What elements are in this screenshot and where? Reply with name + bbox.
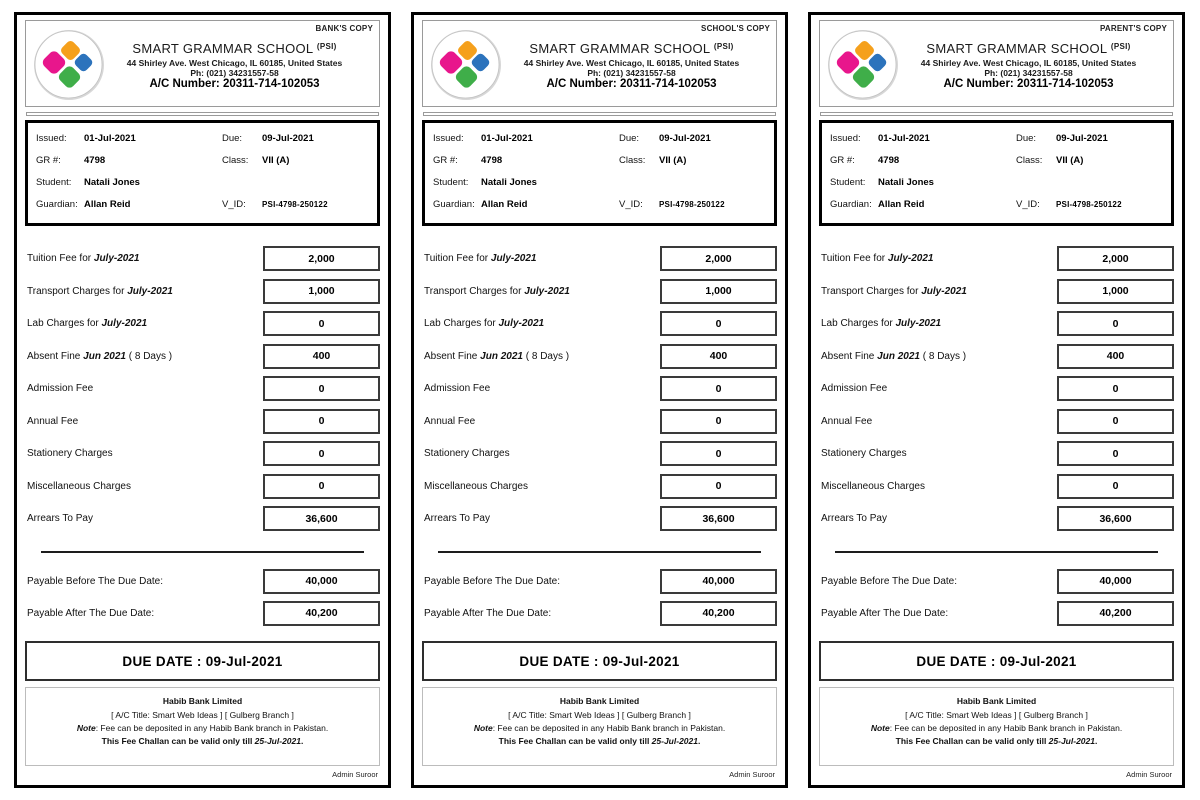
fee-amount-box: 0 — [1057, 409, 1174, 434]
totals-divider-line — [438, 551, 761, 553]
fee-amount-box: 0 — [660, 474, 777, 499]
fee-row-tuition — [25, 242, 380, 275]
fee-label — [821, 448, 907, 459]
fee-label — [424, 253, 536, 264]
fee-label-text: Transport Charges for — [424, 285, 525, 297]
guardian-name: Allan Reid — [878, 199, 925, 211]
fee-label — [424, 351, 569, 362]
fee-row-stationery — [819, 437, 1174, 470]
fee-label — [27, 383, 93, 394]
totals-divider-line — [835, 551, 1158, 553]
fee-row-miscellaneous — [422, 470, 777, 503]
payable-section — [422, 565, 777, 629]
fee-amount-box: 0 — [1057, 441, 1174, 466]
payable-after-row — [819, 597, 1174, 629]
payable-after-row — [25, 597, 380, 629]
admin-signature: Admin Suroor — [729, 770, 775, 780]
school-header-box — [25, 20, 380, 107]
payable-before-row — [25, 565, 380, 597]
due-date: 09-Jul-2021 — [659, 133, 711, 145]
fee-label-month: Jun 2021 — [83, 350, 126, 362]
fee-label-text: Miscellaneous Charges — [821, 480, 925, 492]
fee-amount-box: 36,600 — [263, 506, 380, 531]
fee-label — [27, 253, 139, 264]
fee-amount-box: 0 — [263, 409, 380, 434]
payable-before-amount-box: 40,000 — [1057, 569, 1174, 594]
fee-label-month: July-2021 — [524, 285, 570, 297]
bank-note-text: : Fee can be deposited in any Habib Bank branch in Pakistan. — [95, 722, 329, 733]
guardian-name: Allan Reid — [481, 199, 528, 211]
bank-info-box — [25, 687, 380, 766]
fee-label-suffix: ( 8 Days ) — [522, 350, 570, 362]
fee-label — [424, 448, 510, 459]
school-header-text — [106, 41, 373, 90]
school-name-suffix: (PSI) — [1110, 41, 1131, 51]
admin-signature: Admin Suroor — [1126, 770, 1172, 780]
class-value: VII (A) — [659, 155, 687, 167]
fee-label — [424, 318, 544, 329]
totals-divider-line — [41, 551, 364, 553]
fee-row-admission — [25, 372, 380, 405]
fee-label-text: Arrears To Pay — [821, 513, 887, 525]
fee-row-transport — [25, 275, 380, 308]
bank-name: Habib Bank Limited — [956, 696, 1037, 707]
fee-label-text: Admission Fee — [424, 383, 491, 395]
fee-label-text: Stationery Charges — [424, 448, 510, 460]
fee-row-miscellaneous — [25, 470, 380, 503]
fee-amount-box: 0 — [1057, 376, 1174, 401]
fee-label-month: July-2021 — [93, 253, 140, 265]
class-label: Class: — [619, 155, 646, 167]
student-label: Student: — [830, 177, 866, 189]
school-name — [503, 41, 760, 56]
school-logo — [826, 29, 900, 101]
fee-amount-box: 36,600 — [1057, 506, 1174, 531]
fee-label — [821, 351, 966, 362]
fee-row-lab — [422, 307, 777, 340]
challan-validity — [824, 735, 1169, 748]
school-logo-icon — [826, 29, 900, 101]
bank-note-label: Note — [76, 722, 96, 733]
bank-note-label: Note — [473, 722, 493, 733]
fee-label — [821, 513, 887, 524]
student-info-box — [25, 120, 380, 226]
guardian-label: Guardian: — [433, 199, 475, 211]
due-date-banner: DUE DATE : 09-Jul-2021 — [819, 641, 1174, 681]
fee-label-month: July-2021 — [490, 253, 537, 265]
header-content — [826, 29, 1167, 101]
school-name-text: SMART GRAMMAR SCHOOL — [132, 40, 313, 56]
fee-row-arrears — [25, 502, 380, 535]
fee-amount-box: 2,000 — [263, 246, 380, 271]
account-number: A/C Number: 20311-714-102053 — [943, 77, 1114, 90]
header-content — [32, 29, 373, 101]
fee-label-text: Annual Fee — [27, 415, 79, 427]
school-header-text — [503, 41, 770, 90]
fee-label — [821, 286, 967, 297]
fee-row-stationery — [422, 437, 777, 470]
fee-amount-box: 0 — [1057, 474, 1174, 499]
fee-row-lab — [819, 307, 1174, 340]
student-name: Natali Jones — [481, 177, 537, 189]
voucher-id: PSI-4798-250122 — [1056, 200, 1122, 210]
fee-row-lab — [25, 307, 380, 340]
student-info-grid — [830, 128, 1163, 216]
fee-amount-box: 0 — [263, 376, 380, 401]
fee-label — [27, 416, 78, 427]
school-logo-icon — [429, 29, 503, 101]
gr-number: 4798 — [481, 155, 503, 167]
fee-section — [25, 242, 380, 535]
school-name-text: SMART GRAMMAR SCHOOL — [926, 40, 1107, 56]
copy-label: BANK'S COPY — [315, 24, 373, 33]
fee-row-absent-fine — [819, 340, 1174, 373]
fee-label-text: Tuition Fee for — [424, 253, 491, 265]
header-divider-bar — [820, 112, 1173, 116]
fee-challan — [14, 12, 391, 788]
due-date: 09-Jul-2021 — [262, 133, 314, 145]
fee-label-text: Stationery Charges — [27, 448, 113, 460]
validity-date: 25-Jul-2021 — [651, 735, 698, 746]
bank-note-label: Note — [870, 722, 890, 733]
bank-name: Habib Bank Limited — [559, 696, 640, 707]
payable-before-row — [422, 565, 777, 597]
fee-label — [424, 383, 490, 394]
fee-amount-box: 0 — [660, 441, 777, 466]
bank-name: Habib Bank Limited — [162, 696, 243, 707]
issued-date: 01-Jul-2021 — [481, 133, 533, 145]
account-number: A/C Number: 20311-714-102053 — [546, 77, 717, 90]
bank-info-box — [819, 687, 1174, 766]
guardian-label: Guardian: — [830, 199, 872, 211]
payable-section — [819, 565, 1174, 629]
fee-amount-box: 400 — [1057, 344, 1174, 369]
due-label: Due: — [619, 133, 640, 145]
bank-account-title: [ A/C Title: Smart Web Ideas ] [ Gulberg Branch ] — [508, 709, 691, 720]
school-phone: Ph: (021) 34231557-58 — [587, 67, 676, 78]
fee-row-miscellaneous — [819, 470, 1174, 503]
fee-label-suffix: ( 8 Days ) — [125, 350, 173, 362]
school-logo — [429, 29, 503, 101]
bank-account-title: [ A/C Title: Smart Web Ideas ] [ Gulberg Branch ] — [111, 709, 294, 720]
student-label: Student: — [433, 177, 469, 189]
vid-label: V_ID: — [222, 199, 246, 211]
fee-label-text: Tuition Fee for — [27, 253, 94, 265]
guardian-label: Guardian: — [36, 199, 78, 211]
validity-suffix: . — [697, 735, 701, 746]
student-label: Student: — [36, 177, 72, 189]
fee-amount-box: 400 — [263, 344, 380, 369]
fee-label-text: Stationery Charges — [821, 448, 907, 460]
fee-label-text: Annual Fee — [821, 415, 873, 427]
fee-label-text: Transport Charges for — [27, 285, 128, 297]
validity-suffix: . — [1094, 735, 1098, 746]
due-date-banner: DUE DATE : 09-Jul-2021 — [25, 641, 380, 681]
fee-amount-box: 2,000 — [660, 246, 777, 271]
gr-number: 4798 — [878, 155, 900, 167]
fee-label-text: Absent Fine — [821, 350, 878, 362]
class-label: Class: — [1016, 155, 1043, 167]
fee-amount-box: 400 — [660, 344, 777, 369]
copy-label: SCHOOL'S COPY — [701, 24, 770, 33]
class-label: Class: — [222, 155, 249, 167]
due-date-banner: DUE DATE : 09-Jul-2021 — [422, 641, 777, 681]
fee-label — [424, 513, 490, 524]
class-value: VII (A) — [262, 155, 290, 167]
fee-row-annual — [422, 405, 777, 438]
fee-label-month: July-2021 — [887, 253, 934, 265]
fee-label-text: Miscellaneous Charges — [27, 480, 131, 492]
bank-note — [427, 722, 772, 735]
due-label: Due: — [1016, 133, 1037, 145]
fee-row-absent-fine — [25, 340, 380, 373]
school-header-text — [900, 41, 1167, 90]
fee-label — [821, 481, 925, 492]
payable-after-amount-box: 40,200 — [263, 601, 380, 626]
fee-label-text: Lab Charges for — [821, 318, 896, 330]
fee-amount-box: 1,000 — [660, 279, 777, 304]
validity-suffix: . — [300, 735, 304, 746]
issued-label: Issued: — [830, 133, 861, 145]
fee-row-arrears — [422, 502, 777, 535]
fee-label-text: Arrears To Pay — [424, 513, 490, 525]
bank-note-text: : Fee can be deposited in any Habib Bank branch in Pakistan. — [889, 722, 1123, 733]
fee-row-admission — [422, 372, 777, 405]
vid-label: V_ID: — [1016, 199, 1040, 211]
fee-label-month: July-2021 — [127, 285, 173, 297]
voucher-id: PSI-4798-250122 — [659, 200, 725, 210]
issued-label: Issued: — [433, 133, 464, 145]
validity-text: This Fee Challan can be valid only till — [895, 735, 1049, 746]
fee-label — [821, 253, 933, 264]
fee-label — [27, 481, 131, 492]
bank-account-title: [ A/C Title: Smart Web Ideas ] [ Gulberg Branch ] — [905, 709, 1088, 720]
fee-label — [821, 318, 941, 329]
issued-label: Issued: — [36, 133, 67, 145]
fee-label — [424, 286, 570, 297]
fee-label — [821, 383, 887, 394]
due-label: Due: — [222, 133, 243, 145]
issued-date: 01-Jul-2021 — [878, 133, 930, 145]
due-date: 09-Jul-2021 — [1056, 133, 1108, 145]
gr-label: GR #: — [830, 155, 855, 167]
header-divider-bar — [423, 112, 776, 116]
fee-row-tuition — [422, 242, 777, 275]
header-divider-bar — [26, 112, 379, 116]
fee-label — [27, 448, 113, 459]
school-name — [900, 41, 1157, 56]
school-name-suffix: (PSI) — [713, 41, 734, 51]
fee-row-transport — [819, 275, 1174, 308]
validity-date: 25-Jul-2021 — [254, 735, 301, 746]
payable-after-row — [422, 597, 777, 629]
class-value: VII (A) — [1056, 155, 1084, 167]
student-name: Natali Jones — [878, 177, 934, 189]
fee-amount-box: 0 — [263, 311, 380, 336]
validity-text: This Fee Challan can be valid only till — [101, 735, 255, 746]
school-header-box — [819, 20, 1174, 107]
payable-before-amount-box: 40,000 — [660, 569, 777, 594]
account-number: A/C Number: 20311-714-102053 — [149, 77, 320, 90]
fee-label — [27, 351, 172, 362]
fee-label-text: Absent Fine — [27, 350, 84, 362]
fee-label-month: Jun 2021 — [877, 350, 920, 362]
fee-section — [819, 242, 1174, 535]
school-address: 44 Shirley Ave. West Chicago, IL 60185, United States — [523, 57, 740, 68]
issued-date: 01-Jul-2021 — [84, 133, 136, 145]
validity-text: This Fee Challan can be valid only till — [498, 735, 652, 746]
challan-validity — [30, 735, 375, 748]
school-phone: Ph: (021) 34231557-58 — [190, 67, 279, 78]
school-logo — [32, 29, 106, 101]
voucher-id: PSI-4798-250122 — [262, 200, 328, 210]
payable-before-label: Payable Before The Due Date: — [424, 575, 561, 587]
fee-label — [27, 318, 147, 329]
bank-note — [824, 722, 1169, 735]
fee-amount-box: 0 — [660, 409, 777, 434]
fee-amount-box: 2,000 — [1057, 246, 1174, 271]
student-name: Natali Jones — [84, 177, 140, 189]
school-name-suffix: (PSI) — [316, 41, 337, 51]
fee-amount-box: 0 — [263, 441, 380, 466]
fee-label-month: July-2021 — [498, 318, 545, 330]
guardian-name: Allan Reid — [84, 199, 131, 211]
payable-after-label: Payable After The Due Date: — [27, 607, 155, 619]
bank-note-text: : Fee can be deposited in any Habib Bank branch in Pakistan. — [492, 722, 726, 733]
copy-label: PARENT'S COPY — [1099, 24, 1167, 33]
fee-row-transport — [422, 275, 777, 308]
school-address: 44 Shirley Ave. West Chicago, IL 60185, United States — [920, 57, 1137, 68]
fee-label-text: Admission Fee — [821, 383, 888, 395]
school-name-text: SMART GRAMMAR SCHOOL — [529, 40, 710, 56]
fee-challan — [808, 12, 1185, 788]
fee-row-admission — [819, 372, 1174, 405]
school-header-box — [422, 20, 777, 107]
fee-label-text: Miscellaneous Charges — [424, 480, 528, 492]
fee-label — [821, 416, 872, 427]
fee-label-text: Transport Charges for — [821, 285, 922, 297]
fee-amount-box: 0 — [263, 474, 380, 499]
fee-amount-box: 36,600 — [660, 506, 777, 531]
fee-challan — [411, 12, 788, 788]
payable-after-label: Payable After The Due Date: — [821, 607, 949, 619]
admin-signature: Admin Suroor — [332, 770, 378, 780]
gr-label: GR #: — [433, 155, 458, 167]
fee-row-absent-fine — [422, 340, 777, 373]
fee-row-arrears — [819, 502, 1174, 535]
fee-label — [27, 513, 93, 524]
fee-label-suffix: ( 8 Days ) — [919, 350, 967, 362]
school-name — [106, 41, 363, 56]
fee-label-month: Jun 2021 — [480, 350, 523, 362]
payable-after-amount-box: 40,200 — [660, 601, 777, 626]
fee-label — [424, 481, 528, 492]
vid-label: V_ID: — [619, 199, 643, 211]
bank-info-box — [422, 687, 777, 766]
school-phone: Ph: (021) 34231557-58 — [984, 67, 1073, 78]
student-info-grid — [433, 128, 766, 216]
student-info-grid — [36, 128, 369, 216]
fee-row-stationery — [25, 437, 380, 470]
fee-label-text: Annual Fee — [424, 415, 476, 427]
header-content — [429, 29, 770, 101]
payable-after-label: Payable After The Due Date: — [424, 607, 552, 619]
gr-label: GR #: — [36, 155, 61, 167]
fee-label — [424, 416, 475, 427]
fee-label-month: July-2021 — [101, 318, 148, 330]
fee-row-annual — [819, 405, 1174, 438]
student-info-box — [819, 120, 1174, 226]
validity-date: 25-Jul-2021 — [1048, 735, 1095, 746]
fee-section — [422, 242, 777, 535]
fee-amount-box: 0 — [1057, 311, 1174, 336]
fee-label-month: July-2021 — [895, 318, 942, 330]
fee-amount-box: 0 — [660, 376, 777, 401]
payable-before-label: Payable Before The Due Date: — [821, 575, 958, 587]
fee-label-text: Tuition Fee for — [821, 253, 888, 265]
challan-validity — [427, 735, 772, 748]
fee-amount-box: 1,000 — [263, 279, 380, 304]
payable-before-label: Payable Before The Due Date: — [27, 575, 164, 587]
fee-amount-box: 1,000 — [1057, 279, 1174, 304]
fee-row-annual — [25, 405, 380, 438]
payable-section — [25, 565, 380, 629]
school-logo-icon — [32, 29, 106, 101]
payable-before-amount-box: 40,000 — [263, 569, 380, 594]
fee-label-text: Lab Charges for — [424, 318, 499, 330]
fee-label-text: Absent Fine — [424, 350, 481, 362]
fee-label-month: July-2021 — [921, 285, 967, 297]
bank-note — [30, 722, 375, 735]
fee-label-text: Arrears To Pay — [27, 513, 93, 525]
fee-label — [27, 286, 173, 297]
fee-label-text: Admission Fee — [27, 383, 94, 395]
fee-amount-box: 0 — [660, 311, 777, 336]
gr-number: 4798 — [84, 155, 106, 167]
school-address: 44 Shirley Ave. West Chicago, IL 60185, United States — [126, 57, 343, 68]
student-info-box — [422, 120, 777, 226]
fee-row-tuition — [819, 242, 1174, 275]
fee-label-text: Lab Charges for — [27, 318, 102, 330]
payable-before-row — [819, 565, 1174, 597]
payable-after-amount-box: 40,200 — [1057, 601, 1174, 626]
